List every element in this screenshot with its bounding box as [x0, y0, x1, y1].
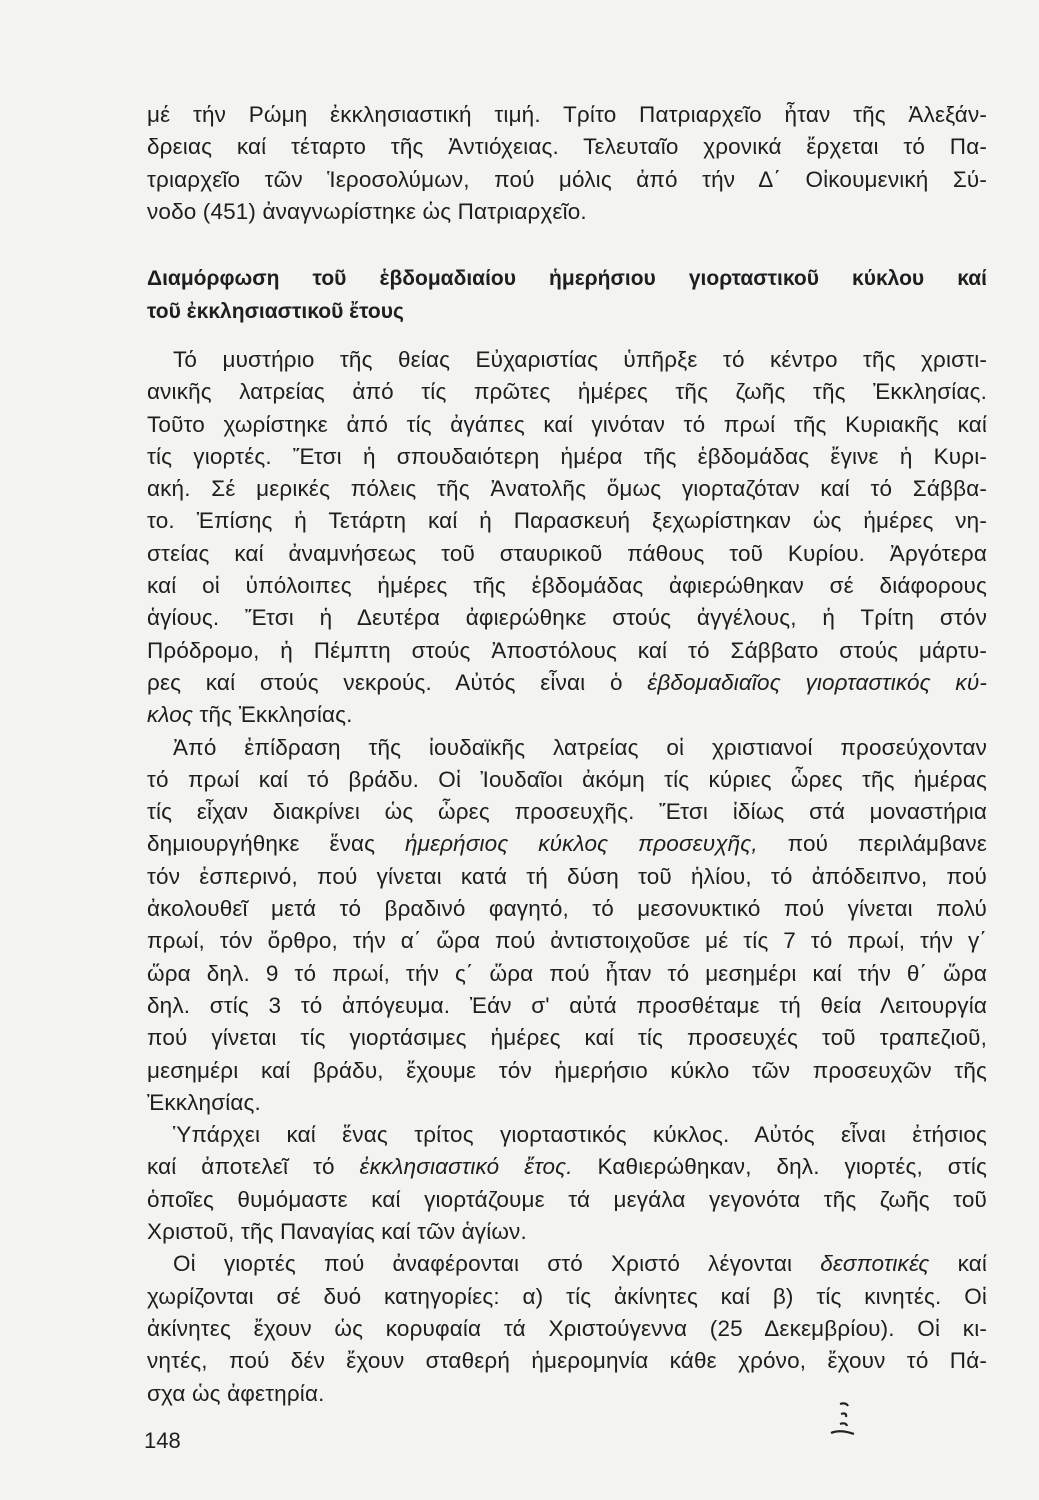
text-line: Χριστοῦ, τῆς Παναγίας καί τῶν ἁγίων.: [147, 1219, 527, 1245]
section-heading: [147, 262, 987, 328]
text-line: [147, 699, 987, 731]
text-line: νοδο (451) ἀναγνωρίστηκε ὡς Πατριαρχεῖο.: [147, 198, 587, 224]
signature-mark-icon: [828, 1398, 858, 1442]
text-line: πρωί, τόν ὄρθρο, τήν α΄ ὥρα πού ἀντιστοιχοῦσε μέ τίς 7 τό πρωί, τήν γ΄: [147, 928, 987, 954]
text-line: Τοῦτο χωρίστηκε ἀπό τίς ἀγάπες καί γινόταν τό πρωί τῆς Κυριακῆς καί: [147, 411, 987, 437]
text-line: [147, 828, 987, 860]
heading-line: τοῦ ἐκκλησιαστικοῦ ἔτους: [147, 300, 404, 323]
text-line: Ὑπάρχει καί ἕνας τρίτος γιορταστικός κύκλος. Αὐτός εἶναι ἐτήσιος: [173, 1122, 987, 1148]
text-line: ἀκολουθεῖ μετά τό βραδινό φαγητό, τό μεσονυκτικό πού γίνεται πολύ: [147, 896, 987, 922]
text-line: δηλ. στίς 3 τό ἀπόγευμα. Ἐάν σ' αὐτά προσθέταμε τή θεία Λειτουργία: [147, 992, 987, 1018]
text-line: Ἐκκλησίας.: [147, 1089, 261, 1115]
text-line: νητές, πού δέν ἔχουν σταθερή ἡμερομηνία κάθε χρόνο, ἔχουν τό Πά-: [147, 1348, 987, 1374]
text-line: [147, 667, 987, 699]
text-line: χωρίζονται σέ δυό κατηγορίες: α) τίς ἀκίνητες καί β) τίς κινητές. Οἱ: [147, 1283, 987, 1309]
text-line: ὁποῖες θυμόμαστε καί γιορτάζουμε τά μεγάλα γεγονότα τῆς ζωῆς τοῦ: [147, 1186, 987, 1212]
text-line: καί οἱ ὑπόλοιπες ἡμέρες τῆς ἑβδομάδας ἀφιερώθηκαν σέ διάφορους: [147, 573, 987, 599]
italic-term: κλος: [147, 702, 194, 728]
text-line: πού γίνεται τίς γιορτάσιμες ἡμέρες καί τίς προσευχές τοῦ τραπεζιοῦ,: [147, 1025, 987, 1051]
italic-term: ἡμερήσιος κύκλος προσευχῆς,: [404, 831, 758, 857]
text-line: μεσημέρι καί βράδυ, ἔχουμε τόν ἡμερήσιο κύκλο τῶν προσευχῶν τῆς: [147, 1057, 987, 1083]
text-line: τίς εἶχαν διακρίνει ὡς ὧρες προσευχῆς. Ἔτσι ἰδίως στά μοναστήρια: [147, 799, 987, 825]
italic-term: ἐκκλησιαστικό ἔτος.: [359, 1154, 573, 1180]
text-line: τό πρωί καί τό βράδυ. Οἱ Ἰουδαῖοι ἀκόμη τίς κύριες ὧρες τῆς ἡμέρας: [147, 766, 987, 792]
text-line: Ἀπό ἐπίδραση τῆς ἰουδαϊκῆς λατρείας οἱ χριστιανοί προσεύχονταν: [173, 734, 987, 760]
text-line: τόν ἑσπερινό, πού γίνεται κατά τή δύση τοῦ ἡλίου, τό ἀπόδειπνο, πού: [147, 863, 987, 889]
text-line: δρειας καί τέταρτο τῆς Ἀντιόχειας. Τελευταῖο χρονικά ἔρχεται τό Πα-: [147, 134, 987, 160]
text-run: δημιουργήθηκε ἕνας: [147, 831, 376, 857]
page-number: 148: [144, 1428, 181, 1453]
italic-term: ἑβδομαδιαῖος γιορταστικός κύ-: [647, 669, 987, 695]
text-line: ανικῆς λατρείας ἀπό τίς πρῶτες ἡμέρες τῆς ζωῆς τῆς Ἐκκλησίας.: [147, 379, 987, 405]
text-line: [147, 1248, 987, 1280]
main-text: [147, 344, 987, 1410]
text-line: Πρόδρομο, ἡ Πέμπτη στούς Ἀποστόλους καί τό Σάββατο στούς μάρτυ-: [147, 637, 987, 663]
text-run: πού περιλάμβανε: [787, 831, 987, 857]
text-line: ακή. Σέ μερικές πόλεις τῆς Ἀνατολῆς ὅμως γιορταζόταν καί τό Σάββα-: [147, 476, 987, 502]
text-run: ρες καί στούς νεκρούς. Αὐτός εἶναι ὁ: [147, 669, 623, 695]
italic-term: δεσποτικές: [820, 1251, 930, 1277]
text-line: ἀκίνητες ἔχουν ὡς κορυφαία τά Χριστούγεννα (25 Δεκεμβρίου). Οἱ κι-: [147, 1315, 987, 1341]
text-run: καί ἀποτελεῖ τό: [147, 1154, 335, 1180]
text-line: τίς γιορτές. Ἔτσι ἡ σπουδαιότερη ἡμέρα τῆς ἑβδομάδας ἔγινε ἡ Κυρι-: [147, 443, 987, 469]
text-line: το. Ἐπίσης ἡ Τετάρτη καί ἡ Παρασκευή ξεχωρίστηκαν ὡς ἡμέρες νη-: [147, 508, 987, 534]
text-line: ἁγίους. Ἔτσι ἡ Δευτέρα ἀφιερώθηκε στούς ἀγγέλους, ἡ Τρίτη στόν: [147, 605, 987, 631]
text-line: στείας καί ἀναμνήσεως τοῦ σταυρικοῦ πάθους τοῦ Κυρίου. Ἀργότερα: [147, 540, 987, 566]
text-line: σχα ὡς ἀφετηρία.: [147, 1380, 325, 1406]
text-run: Οἱ γιορτές πού ἀναφέρονται στό Χριστό λέγονται: [173, 1251, 793, 1277]
text-line: [147, 1151, 987, 1183]
heading-line: Διαμόρφωση τοῦ ἑβδομαδιαίου ἡμερήσιου γιορταστικοῦ κύκλου καί: [147, 267, 987, 290]
text-line: τριαρχεῖο τῶν Ἱεροσολύμων, πού μόλις ἀπό τήν Δ΄ Οἰκουμενική Σύ-: [147, 166, 987, 192]
intro-paragraph: [147, 99, 987, 228]
text-run: Καθιερώθηκαν, δηλ. γιορτές, στίς: [597, 1154, 988, 1180]
text-run: καί: [957, 1251, 987, 1277]
text-line: ὥρα δηλ. 9 τό πρωί, τήν ς΄ ὥρα πού ἦταν τό μεσημέρι καί τήν θ΄ ὥρα: [147, 960, 987, 986]
text-line: μέ τήν Ρώμη ἐκκλησιαστική τιμή. Τρίτο Πατριαρχεῖο ἦταν τῆς Ἀλεξάν-: [147, 102, 987, 127]
text-run: τῆς Ἐκκλησίας.: [199, 702, 353, 728]
text-line: Τό μυστήριο τῆς θείας Εὐχαριστίας ὑπῆρξε τό κέντρο τῆς χριστι-: [173, 347, 987, 372]
